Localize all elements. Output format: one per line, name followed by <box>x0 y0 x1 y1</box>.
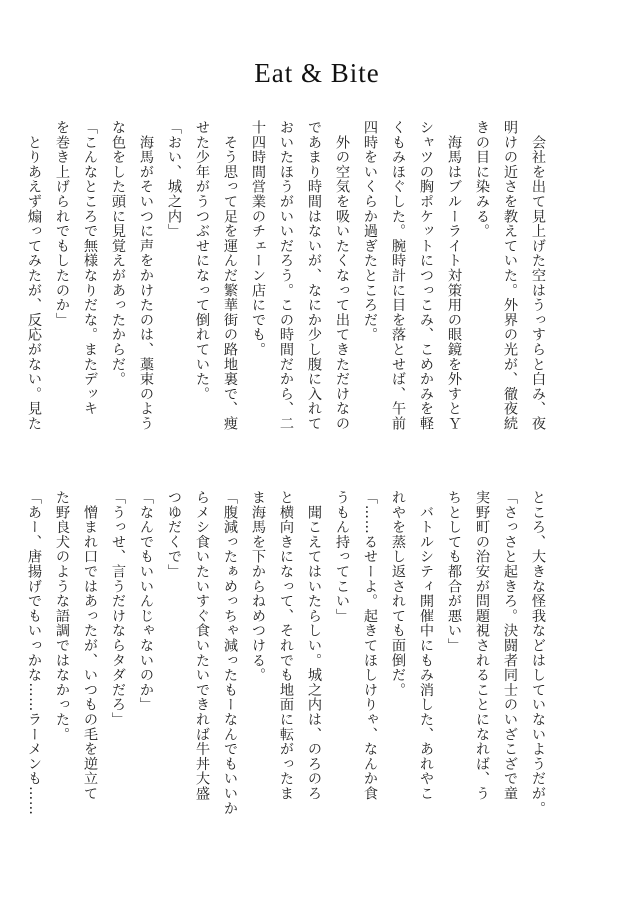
text-column: 「こんなところで無様なりだな。またデッキ <box>82 120 98 416</box>
text-column: くもみほぐした。腕時計に目を落とせば、午前 <box>390 120 406 431</box>
text-column: 会社を出て見上げた空はうっすらと白み、夜 <box>530 120 546 431</box>
text-column: 聞こえてはいたらしい。城之内は、のろのろ <box>306 490 322 801</box>
text-column: 「あー、唐揚げでもいっかな……ラーメンも…… <box>26 490 42 816</box>
text-column: 「なんでもいいんじゃないのか」 <box>138 490 154 712</box>
text-column: シャツの胸ポケットにつっこみ、こめかみを軽 <box>418 120 434 431</box>
text-column: た野良犬のような語調ではなかった。 <box>54 490 70 742</box>
text-column: れやを蒸し返されても面倒だ。 <box>390 490 406 698</box>
text-column: ところ、大きな怪我などはしていないようだが。 <box>530 490 546 816</box>
page-title: Eat & Bite <box>254 58 380 88</box>
text-column: 「さっさと起きろ。決闘者同士のいざこざで童 <box>502 490 518 801</box>
text-column: とりあえず煽ってみたが、反応がない。見た <box>26 120 42 431</box>
text-column: と横向きになって、それでも地面に転がったま <box>278 490 294 801</box>
text-column: 海馬がそいつに声をかけたのは、藁束のよう <box>138 120 154 431</box>
text-block-bottom <box>23 490 548 830</box>
text-column: ま海馬を下からねめつける。 <box>250 490 266 683</box>
text-column: おいたほうがいいだろう。この時間だから、二 <box>278 120 294 431</box>
text-column: 海馬はブルーライト対策用の眼鏡を外すとＹ <box>446 120 462 431</box>
text-column: そう思って足を運んだ繁華街の路地裏で、痩 <box>222 120 238 431</box>
text-column: 明けの近さを教えていた。外界の光が、徹夜続 <box>502 120 518 431</box>
text-column: らメシ食いたいすぐ食いたいできれば牛丼大盛 <box>194 490 210 801</box>
text-column: 憎まれ口ではあったが、いつもの毛を逆立て <box>82 490 98 801</box>
text-column: であまり時間はないが、なにか少し腹に入れて <box>306 120 322 431</box>
text-column: 実野町の治安が問題視されることになれば、う <box>474 490 490 801</box>
text-column: 「おい、城之内」 <box>166 120 182 239</box>
text-column: を巻き上げられでもしたのか」 <box>54 120 70 328</box>
text-column: 「腹減ったぁめっちゃ減ったもーなんでもいいか <box>222 490 238 816</box>
text-column: きの目に染みる。 <box>474 120 490 239</box>
text-column: 十四時間営業のチェーン店にでも。 <box>250 120 266 357</box>
text-column: バトルシティ開催中にもみ消した、あれやこ <box>418 490 434 801</box>
text-column: 「……るせーよ。起きてほしけりゃ、なんか食 <box>362 490 378 801</box>
text-column: な色をした頭に見覚えがあったからだ。 <box>110 120 126 387</box>
text-column: せた少年がうつぶせになって倒れていた。 <box>194 120 210 402</box>
text-column: 「うっせ、言うだけならタダだろ」 <box>110 490 126 727</box>
text-column: 四時をいくらか過ぎたところだ。 <box>362 120 378 342</box>
text-column: 外の空気を吸いたくなって出てきただけなの <box>334 120 350 431</box>
text-block-top <box>23 120 548 460</box>
text-column: うもん持ってこい」 <box>334 490 350 624</box>
text-column: ちとしても都合が悪い」 <box>446 490 462 653</box>
text-column: つゆだくで」 <box>166 490 182 579</box>
